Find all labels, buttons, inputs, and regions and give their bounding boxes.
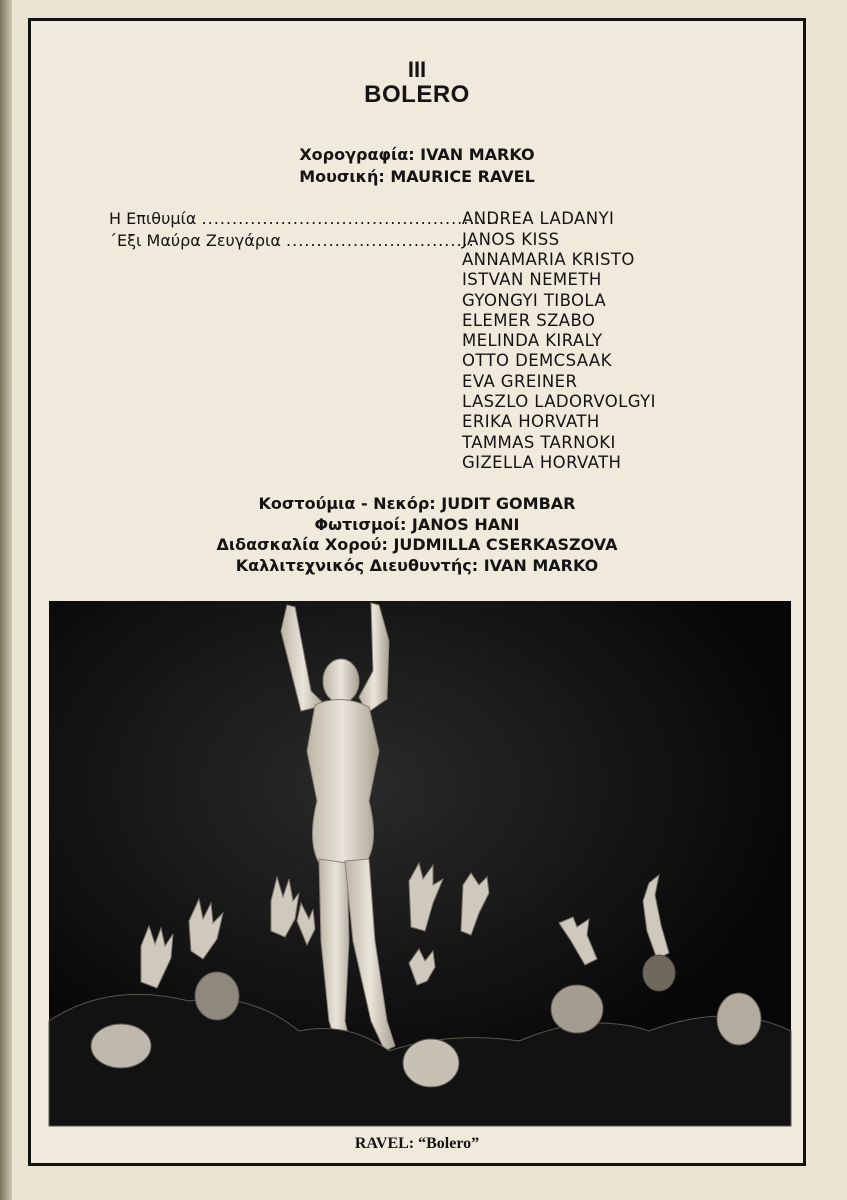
cast-name: GYONGYI TIBOLA (462, 291, 607, 310)
cast-name: ISTVAN NEMETH (462, 270, 602, 289)
cast-role-label: ΄Εξι Μαύρα Ζευγάρια (109, 231, 281, 250)
cast-name: ANNAMARIA KRISTO (462, 250, 635, 269)
costumes-sets-credit: Κοστούμια - Νεκόρ: JUDIT GOMBAR (258, 494, 576, 513)
leader-dots: .................................................. (201, 209, 506, 228)
music-credit: Μουσική: MAURICE RAVEL (299, 167, 535, 186)
dancer-illustration (49, 601, 791, 1126)
cast-name: ELEMER SZABO (462, 311, 596, 330)
dance-teaching-credit: Διδασκαλία Χορού: JUDMILLA CSERKASZOVA (216, 535, 618, 554)
cast-name: OTTO DEMCSAAK (462, 351, 612, 370)
cast-role-label: Η Επιθυμία (109, 209, 197, 228)
cast-name: ERIKA HORVATH (462, 412, 600, 431)
page-binding-edge (0, 0, 12, 1200)
cast-name: MELINDA KIRALY (462, 331, 603, 350)
cast-name: ANDREA LADANYI (462, 209, 615, 228)
cast-role-desire (109, 209, 506, 229)
cast-name: TAMMAS TARNOKI (462, 433, 616, 452)
programme-page (28, 18, 806, 1166)
cast-name: JANOS KISS (462, 230, 560, 249)
cast-role-six-black-couples (109, 231, 475, 251)
leader-dots: ............................... (286, 231, 475, 250)
cast-name: LASZLO LADORVOLGYI (462, 392, 656, 411)
choreography-credit: Χορογραφία: IVAN MARKO (299, 145, 535, 164)
section-number: III (407, 57, 427, 82)
section-title: BOLERO (364, 81, 470, 108)
lighting-credit: Φωτισμοί: JANOS HANI (314, 515, 520, 534)
cast-name: GIZELLA HORVATH (462, 453, 622, 472)
cast-name: EVA GREINER (462, 372, 578, 391)
photo-caption: RAVEL: “Bolero” (354, 1135, 480, 1152)
performance-photo (49, 601, 791, 1126)
artistic-director-credit: Καλλιτεχνικός Διευθυντής: IVAN MARKO (235, 556, 599, 575)
